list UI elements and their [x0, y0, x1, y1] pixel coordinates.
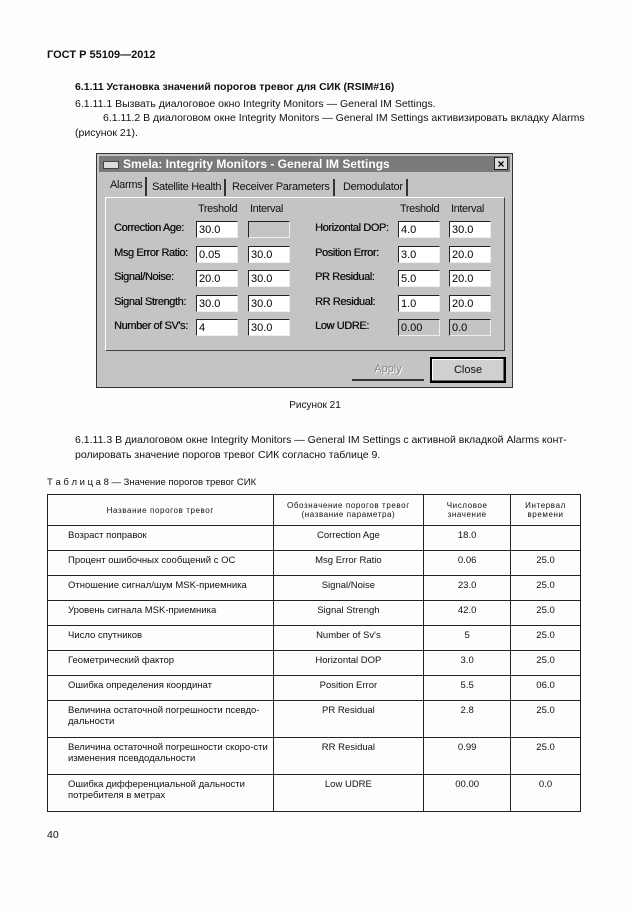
cell-name: Величина остаточной погрешности скоро-сти изменения псевдодальности — [48, 738, 274, 775]
im-settings-dialog — [96, 153, 513, 388]
cell-designation: Signal Strengh — [273, 601, 424, 626]
col-threshold-left: Treshold — [198, 203, 238, 215]
figure-caption: Рисунок 21 — [289, 400, 341, 411]
table-row — [48, 626, 581, 651]
table-row — [48, 601, 581, 626]
cell-designation: Msg Error Ratio — [273, 551, 424, 576]
cell-designation: RR Residual — [273, 738, 424, 775]
alarms-panel — [105, 197, 505, 351]
section-title: 6.1.11 Установка значений порогов тревог для СИК (RSIM#16) — [75, 81, 395, 93]
cell-interval: 25.0 — [511, 601, 581, 626]
cell-designation: Low UDRE — [273, 775, 424, 812]
table-header-row — [48, 495, 581, 526]
label-msg-error-ratio: Msg Error Ratio: — [114, 247, 188, 259]
cell-name: Отношение сигнал/шум MSK-приемника — [48, 576, 274, 601]
cell-value: 23.0 — [424, 576, 511, 601]
col-threshold-right: Treshold — [400, 203, 440, 215]
cell-designation: PR Residual — [273, 701, 424, 738]
header-time-interval: Интервал времени — [511, 495, 581, 526]
cell-interval: 25.0 — [511, 626, 581, 651]
label-signal-strength: Signal Strength: — [114, 296, 186, 308]
header-designation: Обозначение порогов тревог (название параметра) — [273, 495, 424, 526]
pr-residual-interval[interactable] — [449, 270, 491, 287]
cell-name: Возраст поправок — [48, 526, 274, 551]
table-row — [48, 551, 581, 576]
cell-name: Уровень сигнала MSK-приемника — [48, 601, 274, 626]
low-udre-interval[interactable] — [449, 319, 491, 336]
position-error-interval[interactable] — [449, 246, 491, 263]
label-position-error: Position Error: — [315, 247, 379, 259]
cell-interval: 25.0 — [511, 738, 581, 775]
page-number: 40 — [47, 829, 59, 841]
cell-interval: 25.0 — [511, 701, 581, 738]
standard-header: ГОСТ Р 55109—2012 — [47, 49, 156, 61]
cell-designation: Position Error — [273, 676, 424, 701]
paragraph-3-line-1: 6.1.11.3 В диалоговом окне Integrity Monitors — General IM Settings с активной вкладкой Alarms конт- — [75, 434, 567, 446]
paragraph-2 — [75, 111, 587, 141]
label-low-udre: Low UDRE: — [315, 320, 369, 332]
table-row — [48, 526, 581, 551]
table-row — [48, 738, 581, 775]
table-caption: Т а б л и ц а 8 — Значение порогов тревог СИК — [47, 477, 257, 488]
label-horizontal-dop: Horizontal DOP: — [315, 222, 389, 234]
close-icon[interactable]: × — [494, 157, 508, 170]
cell-value: 00.00 — [424, 775, 511, 812]
horizontal-dop-threshold[interactable] — [398, 221, 440, 238]
number-of-svs-interval[interactable] — [248, 319, 290, 336]
cell-value: 2.8 — [424, 701, 511, 738]
cell-value: 18.0 — [424, 526, 511, 551]
tab-receiver-parameters[interactable]: Receiver Parameters — [229, 179, 335, 196]
paragraph-2-line-1: 6.1.11.2 В диалоговом окне Integrity Monitors — General IM Settings активизировать вкладку Alarms — [103, 112, 585, 124]
cell-interval: 25.0 — [511, 651, 581, 676]
cell-interval: 25.0 — [511, 576, 581, 601]
correction-age-interval[interactable] — [248, 221, 290, 238]
system-menu-icon[interactable] — [103, 161, 119, 169]
thresholds-table — [47, 494, 581, 812]
tab-satellite-health[interactable]: Satellite Health — [149, 179, 226, 196]
signal-strength-threshold[interactable] — [196, 295, 238, 312]
col-interval-left: Interval — [250, 203, 283, 215]
cell-value: 5.5 — [424, 676, 511, 701]
cell-designation: Correction Age — [273, 526, 424, 551]
cell-name: Величина остаточной погрешности псевдо-дальности — [48, 701, 274, 738]
cell-interval: 25.0 — [511, 551, 581, 576]
cell-value: 3.0 — [424, 651, 511, 676]
cell-name: Геометрический фактор — [48, 651, 274, 676]
rr-residual-interval[interactable] — [449, 295, 491, 312]
pr-residual-threshold[interactable] — [398, 270, 440, 287]
cell-designation: Signal/Noise — [273, 576, 424, 601]
cell-interval: 06.0 — [511, 676, 581, 701]
paragraph-3 — [75, 433, 587, 463]
table-row — [48, 701, 581, 738]
cell-value: 0.06 — [424, 551, 511, 576]
dialog-title: Smela: Integrity Monitors - General IM Settings — [123, 157, 390, 171]
tab-alarms[interactable]: Alarms — [107, 177, 147, 196]
table-row — [48, 775, 581, 812]
cell-designation: Number of Sv's — [273, 626, 424, 651]
rr-residual-threshold[interactable] — [398, 295, 440, 312]
label-correction-age: Correction Age: — [114, 222, 184, 234]
tab-demodulator[interactable]: Demodulator — [340, 179, 408, 196]
apply-button[interactable]: Apply — [352, 359, 424, 381]
msg-error-ratio-threshold[interactable] — [196, 246, 238, 263]
cell-value: 5 — [424, 626, 511, 651]
cell-interval: 0.0 — [511, 775, 581, 812]
label-signal-noise: Signal/Noise: — [114, 271, 174, 283]
position-error-threshold[interactable] — [398, 246, 440, 263]
table-row — [48, 576, 581, 601]
cell-value: 42.0 — [424, 601, 511, 626]
col-interval-right: Interval — [451, 203, 484, 215]
header-alarm-name: Название порогов тревог — [48, 495, 274, 526]
close-button[interactable]: Close — [430, 357, 506, 383]
table-row — [48, 651, 581, 676]
signal-noise-interval[interactable] — [248, 270, 290, 287]
horizontal-dop-interval[interactable] — [449, 221, 491, 238]
cell-name: Ошибка определения координат — [48, 676, 274, 701]
cell-designation: Horizontal DOP — [273, 651, 424, 676]
signal-noise-threshold[interactable] — [196, 270, 238, 287]
msg-error-ratio-interval[interactable] — [248, 246, 290, 263]
header-numeric-value: Числовое значение — [424, 495, 511, 526]
paragraph-1: 6.1.11.1 Вызвать диалоговое окно Integrity Monitors — General IM Settings. — [75, 98, 436, 110]
label-number-of-svs: Number of SV's: — [114, 320, 188, 332]
signal-strength-interval[interactable] — [248, 295, 290, 312]
cell-name: Процент ошибочных сообщений с ОС — [48, 551, 274, 576]
correction-age-threshold[interactable] — [196, 221, 238, 238]
cell-interval — [511, 526, 581, 551]
number-of-svs-threshold[interactable] — [196, 319, 238, 336]
label-pr-residual: PR Residual: — [315, 271, 375, 283]
table-row — [48, 676, 581, 701]
dialog-titlebar — [99, 156, 510, 172]
paragraph-2-line-2: (рисунок 21). — [75, 127, 138, 139]
paragraph-3-line-2: ролировать значение порогов тревог СИК согласно таблице 9. — [75, 449, 381, 461]
cell-name: Число спутников — [48, 626, 274, 651]
cell-value: 0.99 — [424, 738, 511, 775]
low-udre-threshold[interactable] — [398, 319, 440, 336]
cell-name: Ошибка дифференциальной дальности потребителя в метрах — [48, 775, 274, 812]
label-rr-residual: RR Residual: — [315, 296, 376, 308]
